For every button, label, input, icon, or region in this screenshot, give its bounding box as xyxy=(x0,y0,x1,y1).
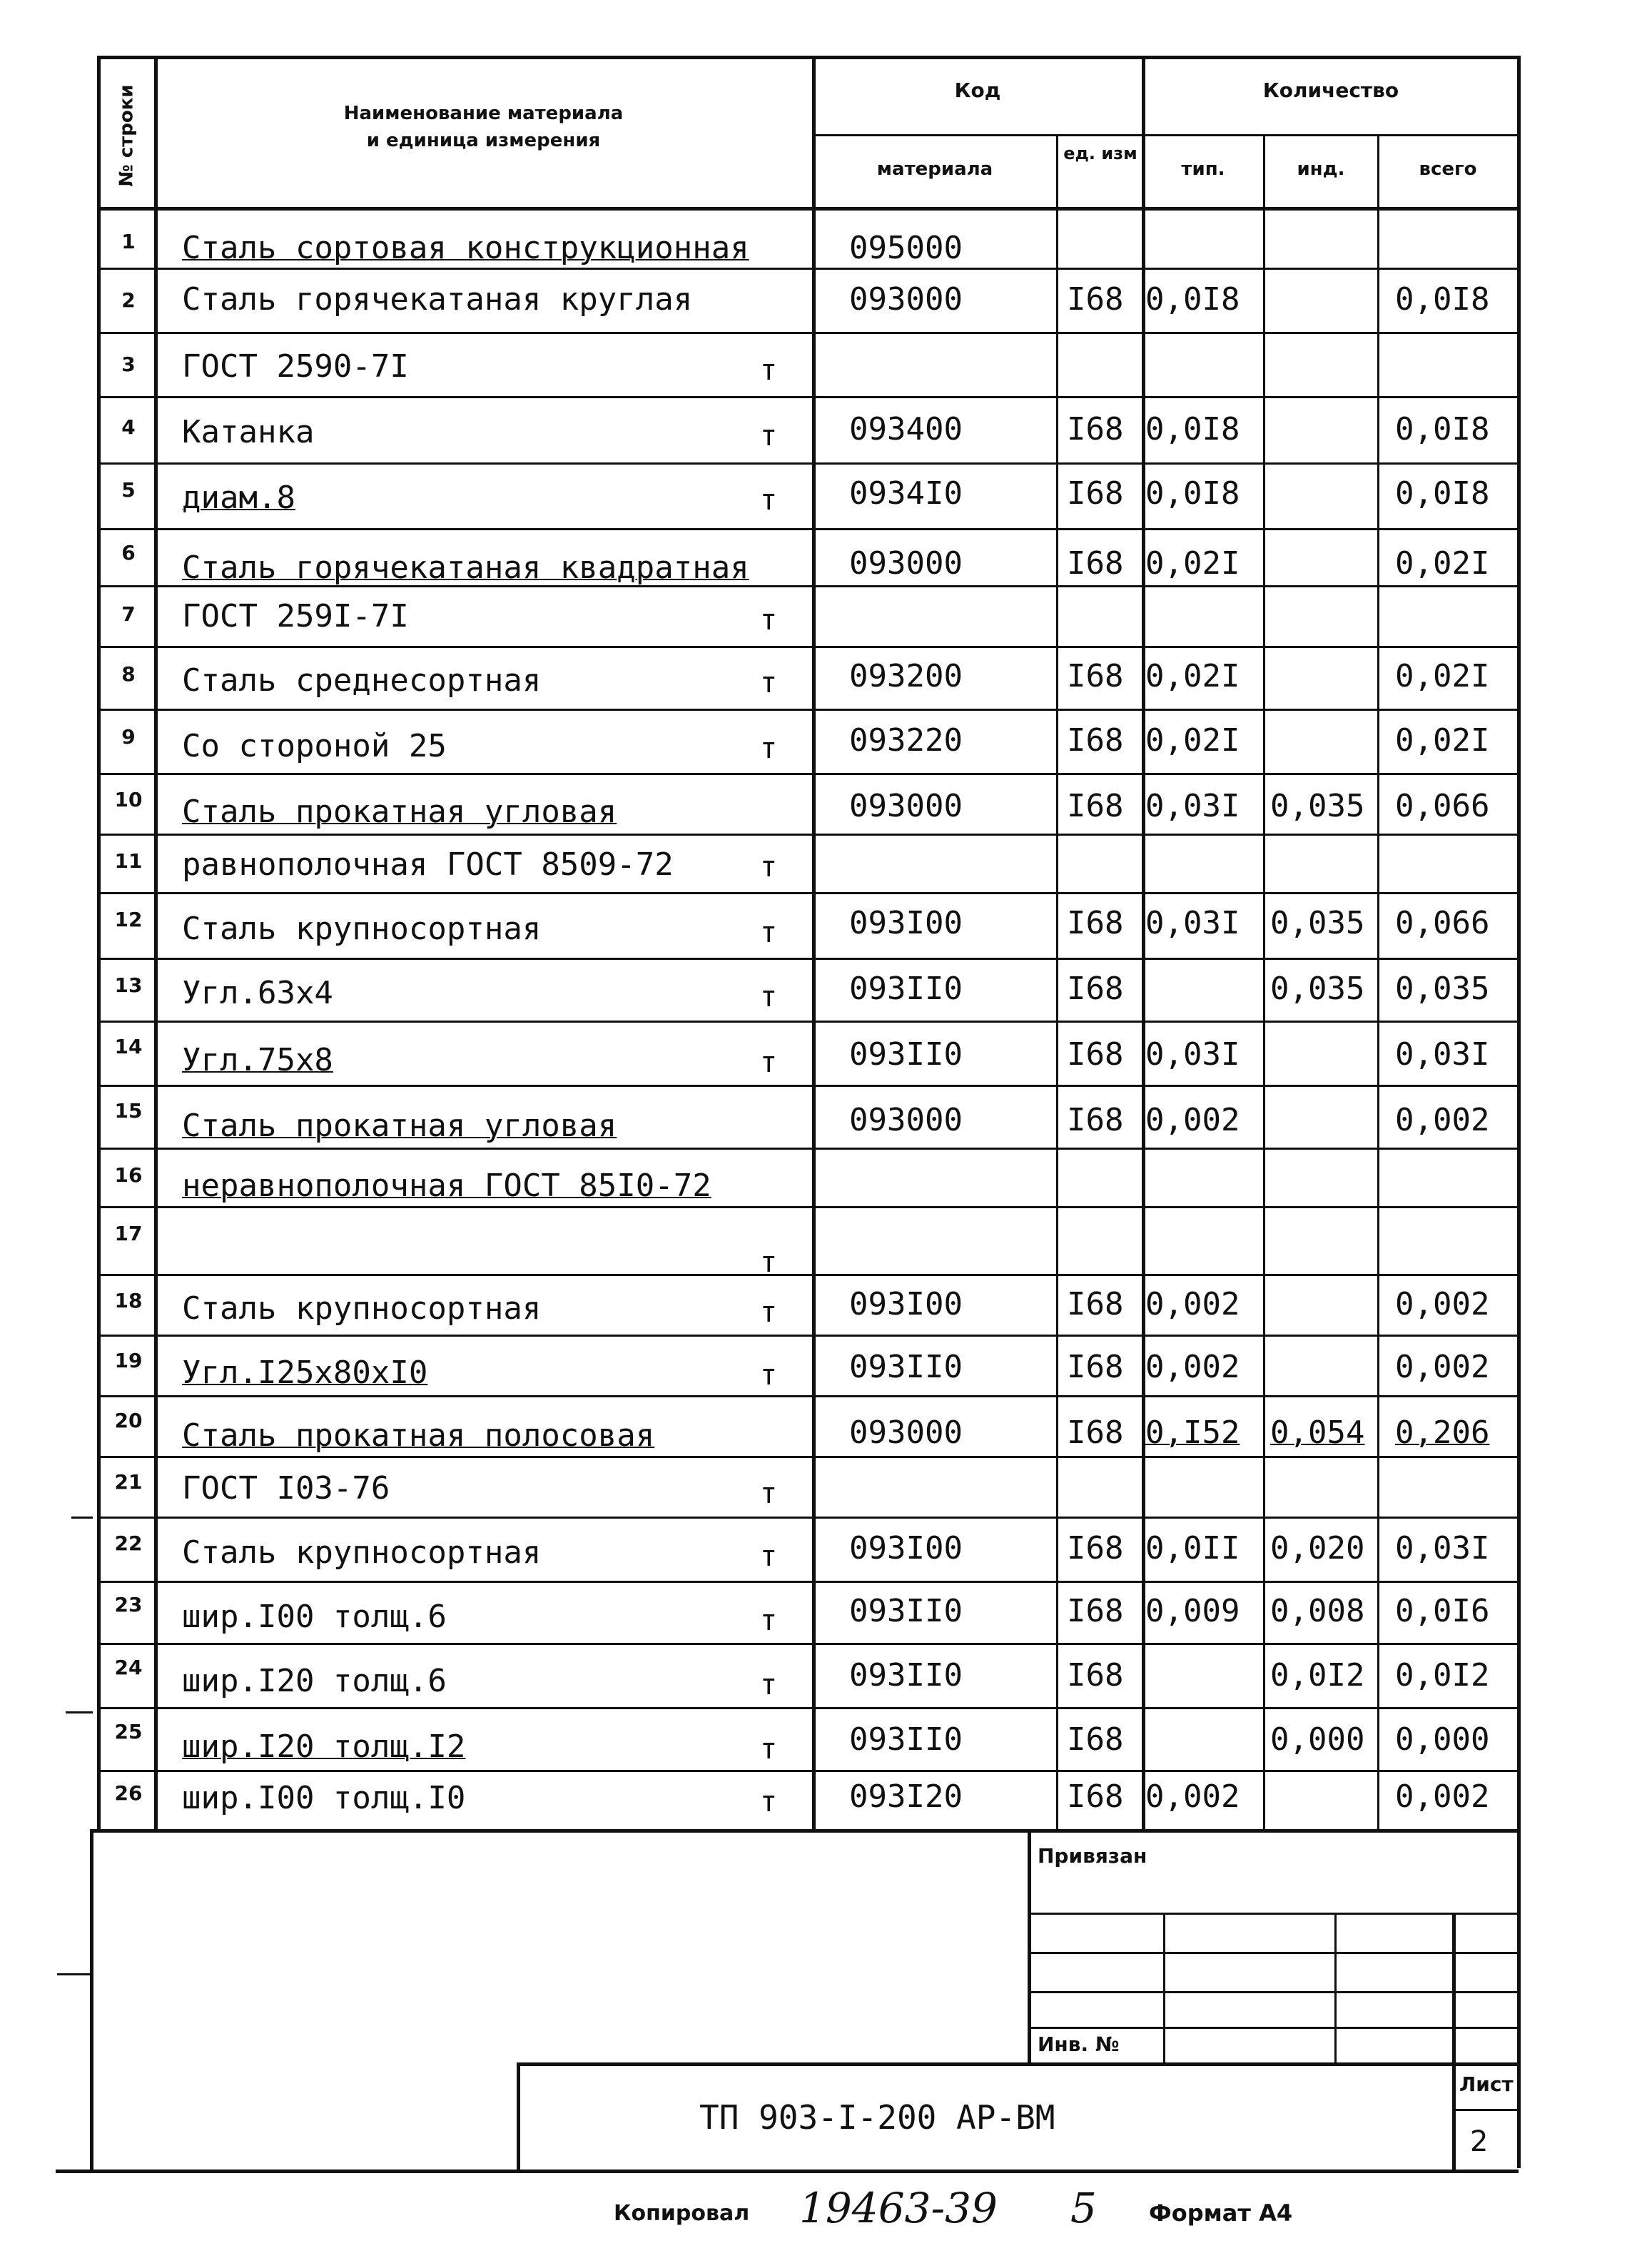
unit-letter: т xyxy=(760,1540,778,1573)
material-code: 093II0 xyxy=(849,1036,963,1073)
unit-letter: т xyxy=(760,1046,778,1079)
material-name: ГОСТ 2590-7I xyxy=(182,348,409,385)
material-name: Сталь сортовая конструкционная xyxy=(182,230,749,266)
header-name-line1: Наименование материала xyxy=(343,103,624,124)
material-name: Сталь прокатная полосовая xyxy=(182,1417,655,1454)
unit-code: I68 xyxy=(1067,1657,1124,1694)
qty-typ: 0,02I xyxy=(1145,545,1240,582)
qty-total: 0,066 xyxy=(1395,788,1490,824)
unit-code: I68 xyxy=(1067,1593,1124,1629)
qty-total: 0,002 xyxy=(1395,1102,1490,1138)
material-name: неравнополочная ГОСТ 85I0-72 xyxy=(182,1168,711,1204)
row-number: 26 xyxy=(114,1781,143,1805)
unit-letter: т xyxy=(760,981,778,1013)
material-code: 0934I0 xyxy=(849,475,963,512)
unit-letter: т xyxy=(760,851,778,884)
unit-letter: т xyxy=(760,1296,778,1329)
row-number: 23 xyxy=(114,1593,143,1616)
row-number: 16 xyxy=(114,1163,143,1187)
header-qty-typ: тип. xyxy=(1181,158,1225,180)
row-number: 21 xyxy=(114,1470,143,1494)
qty-typ: 0,002 xyxy=(1145,1286,1240,1322)
qty-typ: 0,0I8 xyxy=(1145,281,1240,318)
qty-total: 0,0I6 xyxy=(1395,1593,1490,1629)
material-name: Сталь прокатная угловая xyxy=(182,1108,617,1144)
qty-ind: 0,035 xyxy=(1270,788,1365,824)
unit-letter: т xyxy=(760,667,778,699)
qty-total: 0,02I xyxy=(1395,545,1490,582)
material-code: 093000 xyxy=(849,1414,963,1451)
row-number: 4 xyxy=(121,415,136,439)
material-code: 093400 xyxy=(849,411,963,447)
unit-code: I68 xyxy=(1067,1349,1124,1385)
material-name: Катанка xyxy=(182,414,315,450)
unit-letter: т xyxy=(760,1733,778,1766)
unit-letter: т xyxy=(760,420,778,452)
qty-ind: 0,035 xyxy=(1270,971,1365,1007)
row-number: 9 xyxy=(121,725,136,749)
row-number: 3 xyxy=(121,353,136,376)
qty-typ: 0,03I xyxy=(1145,788,1240,824)
qty-typ: 0,0I8 xyxy=(1145,475,1240,512)
qty-typ: 0,0II xyxy=(1145,1530,1240,1566)
material-name: диам.8 xyxy=(182,480,295,516)
qty-total: 0,02I xyxy=(1395,722,1490,759)
unit-code: I68 xyxy=(1067,475,1124,512)
unit-letter: т xyxy=(760,916,778,949)
qty-total: 0,03I xyxy=(1395,1530,1490,1566)
row-number: 18 xyxy=(114,1289,143,1312)
unit-code: I68 xyxy=(1067,788,1124,824)
qty-ind: 0,008 xyxy=(1270,1593,1365,1629)
material-name: Сталь крупносортная xyxy=(182,911,542,947)
qty-typ: 0,02I xyxy=(1145,658,1240,694)
handwritten-number: 19463-39 xyxy=(799,2184,998,2232)
material-code: 093I00 xyxy=(849,1286,963,1322)
header-quantity: Количество xyxy=(1262,79,1399,102)
unit-code: I68 xyxy=(1067,411,1124,447)
qty-typ: 0,0I8 xyxy=(1145,411,1240,447)
unit-letter: т xyxy=(760,1786,778,1818)
material-name: Сталь крупносортная xyxy=(182,1290,542,1327)
material-name: Сталь прокатная угловая xyxy=(182,794,617,830)
material-code: 093000 xyxy=(849,281,963,318)
unit-code: I68 xyxy=(1067,1286,1124,1322)
unit-code: I68 xyxy=(1067,1414,1124,1451)
unit-letter: т xyxy=(760,1477,778,1510)
row-number: 15 xyxy=(114,1099,143,1123)
copied-label: Копировал xyxy=(614,2201,750,2226)
unit-code: I68 xyxy=(1067,722,1124,759)
qty-typ: 0,009 xyxy=(1145,1593,1240,1629)
material-name: Со стороной 25 xyxy=(182,728,447,764)
row-number: 8 xyxy=(121,662,136,686)
material-name: Угл.63х4 xyxy=(182,975,333,1011)
row-number: 19 xyxy=(114,1349,143,1372)
row-number: 24 xyxy=(114,1656,143,1679)
material-code: 093I00 xyxy=(849,905,963,941)
handwritten-digit: 5 xyxy=(1070,2184,1097,2232)
row-number: 5 xyxy=(121,478,136,502)
qty-total: 0,0I8 xyxy=(1395,475,1490,512)
row-number: 13 xyxy=(114,973,143,997)
qty-ind: 0,020 xyxy=(1270,1530,1365,1566)
qty-total: 0,0I8 xyxy=(1395,411,1490,447)
sheet-label: Лист xyxy=(1459,2072,1514,2096)
qty-typ: 0,03I xyxy=(1145,1036,1240,1073)
qty-total: 0,0I8 xyxy=(1395,281,1490,318)
unit-letter: т xyxy=(760,484,778,517)
qty-total: 0,000 xyxy=(1395,1721,1490,1758)
material-name: шир.I00 толщ.I0 xyxy=(182,1780,466,1816)
inventory-number-label: Инв. № xyxy=(1038,2032,1120,2056)
material-code: 093000 xyxy=(849,1102,963,1138)
header-name xyxy=(157,100,810,154)
qty-total: 0,0I2 xyxy=(1395,1657,1490,1694)
row-number: 12 xyxy=(114,908,143,931)
unit-code: I68 xyxy=(1067,658,1124,694)
unit-letter: т xyxy=(760,354,778,387)
material-code: 093200 xyxy=(849,658,963,694)
qty-total: 0,02I xyxy=(1395,658,1490,694)
qty-ind: 0,000 xyxy=(1270,1721,1365,1758)
qty-ind: 0,035 xyxy=(1270,905,1365,941)
row-number: 11 xyxy=(114,849,143,873)
unit-letter: т xyxy=(760,1246,778,1279)
qty-total: 0,03I xyxy=(1395,1036,1490,1073)
material-name: шир.I20 толщ.6 xyxy=(182,1663,447,1699)
unit-letter: т xyxy=(760,1669,778,1701)
qty-typ: 0,002 xyxy=(1145,1102,1240,1138)
qty-total: 0,002 xyxy=(1395,1349,1490,1385)
row-number: 1 xyxy=(121,230,136,253)
row-number: 10 xyxy=(114,788,143,811)
unit-code: I68 xyxy=(1067,1721,1124,1758)
material-code: 093220 xyxy=(849,722,963,759)
unit-code: I68 xyxy=(1067,1102,1124,1138)
privyazan-label: Привязан xyxy=(1038,1844,1147,1868)
material-code: 093I20 xyxy=(849,1778,963,1815)
material-name: ГОСТ I03-76 xyxy=(182,1470,390,1507)
unit-code: I68 xyxy=(1067,1530,1124,1566)
qty-total: 0,206 xyxy=(1395,1414,1490,1451)
material-name: шир.I20 толщ.I2 xyxy=(182,1728,466,1765)
material-code: 093II0 xyxy=(849,1593,963,1629)
header-code-material: материала xyxy=(876,158,993,180)
material-code: 093II0 xyxy=(849,1657,963,1694)
header-code: Код xyxy=(954,79,1001,102)
material-code: 093II0 xyxy=(849,1721,963,1758)
unit-code: I68 xyxy=(1067,281,1124,318)
qty-total: 0,035 xyxy=(1395,971,1490,1007)
unit-letter: т xyxy=(760,732,778,765)
unit-code: I68 xyxy=(1067,1778,1124,1815)
unit-letter: т xyxy=(760,1359,778,1392)
material-code: 093II0 xyxy=(849,1349,963,1385)
header-qty-ind: инд. xyxy=(1297,158,1345,180)
unit-letter: т xyxy=(760,604,778,637)
header-code-unit: ед. изм xyxy=(1063,143,1137,163)
unit-code: I68 xyxy=(1067,545,1124,582)
qty-typ: 0,03I xyxy=(1145,905,1240,941)
unit-letter: т xyxy=(760,1604,778,1637)
row-number: 7 xyxy=(121,602,136,626)
qty-typ: 0,002 xyxy=(1145,1349,1240,1385)
material-code: 093000 xyxy=(849,788,963,824)
header-name-line2: и единица измерения xyxy=(366,130,601,151)
material-code: 093I00 xyxy=(849,1530,963,1566)
material-code: 095000 xyxy=(849,230,963,266)
unit-code: I68 xyxy=(1067,1036,1124,1073)
qty-ind: 0,054 xyxy=(1270,1414,1365,1451)
sheet-number: 2 xyxy=(1470,2125,1489,2158)
unit-code: I68 xyxy=(1067,905,1124,941)
material-name: Угл.I25х80хI0 xyxy=(182,1355,428,1391)
material-code: 093II0 xyxy=(849,971,963,1007)
row-number: 6 xyxy=(121,541,136,565)
header-row-number: № строки xyxy=(116,84,138,187)
header-qty-total: всего xyxy=(1419,158,1477,180)
row-number: 20 xyxy=(114,1409,143,1432)
row-number: 22 xyxy=(114,1532,143,1555)
material-name: ГОСТ 259I-7I xyxy=(182,598,409,634)
document-code: ТП 903-I-200 АР-ВМ xyxy=(699,2098,1055,2137)
material-name: равнополочная ГОСТ 8509-72 xyxy=(182,846,674,883)
qty-total: 0,002 xyxy=(1395,1286,1490,1322)
qty-total: 0,066 xyxy=(1395,905,1490,941)
format-label: Формат А4 xyxy=(1149,2199,1293,2227)
qty-total: 0,002 xyxy=(1395,1778,1490,1815)
qty-typ: 0,I52 xyxy=(1145,1414,1240,1451)
qty-typ: 0,02I xyxy=(1145,722,1240,759)
material-name: Угл.75х8 xyxy=(182,1042,333,1078)
material-name: шир.I00 толщ.6 xyxy=(182,1599,447,1635)
material-name: Сталь крупносортная xyxy=(182,1534,542,1571)
material-name: Сталь среднесортная xyxy=(182,662,542,699)
unit-code: I68 xyxy=(1067,971,1124,1007)
qty-typ: 0,002 xyxy=(1145,1778,1240,1815)
row-number: 14 xyxy=(114,1035,143,1058)
row-number: 2 xyxy=(121,288,136,312)
qty-ind: 0,0I2 xyxy=(1270,1657,1365,1694)
row-number: 25 xyxy=(114,1720,143,1743)
material-code: 093000 xyxy=(849,545,963,582)
material-name: Сталь горячекатаная круглая xyxy=(182,281,693,318)
row-number: 17 xyxy=(114,1222,143,1245)
material-name: Сталь горячекатаная квадратная xyxy=(182,550,749,586)
